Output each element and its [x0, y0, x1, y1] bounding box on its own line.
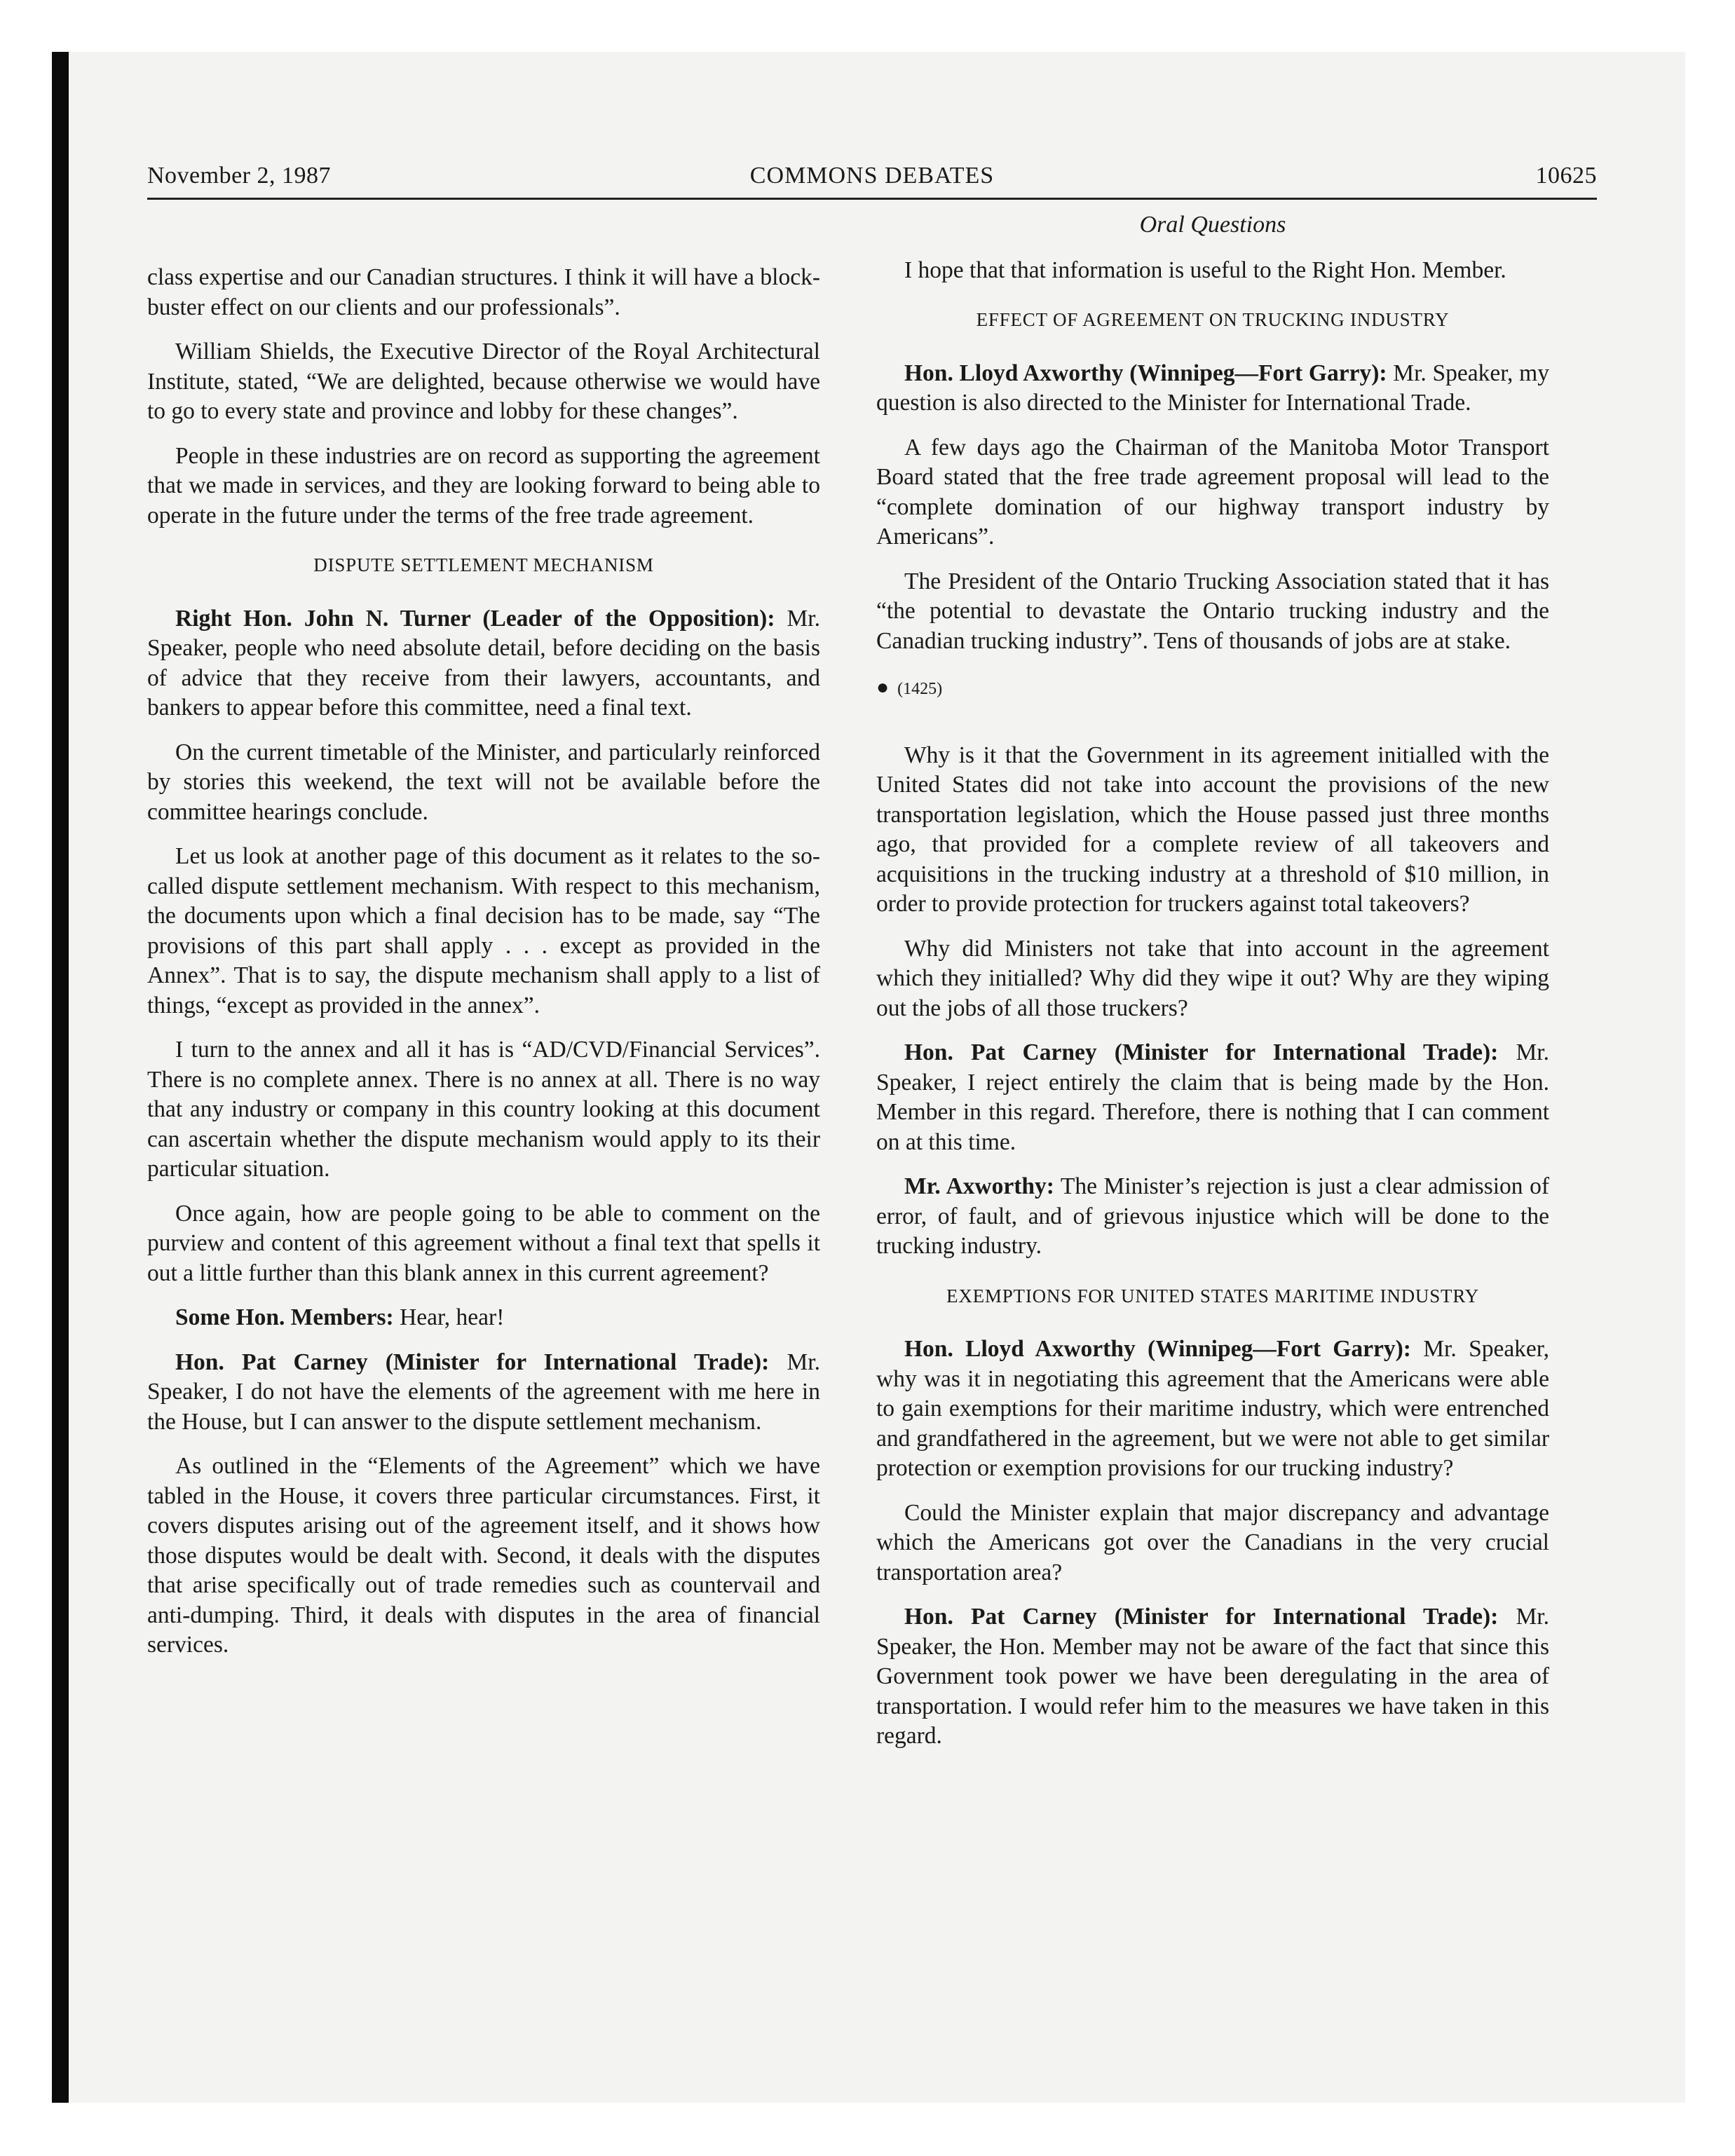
paragraph: Why did Ministers not take that into account in the agreement which they initialled? Why did they wipe it out? Why are they wiping out the jobs of all those truckers?: [876, 935, 1549, 1021]
speaker-name: Hon. Pat Carney (Minister for International Trade):: [904, 1604, 1499, 1630]
right-column: [876, 210, 1549, 1766]
header-title: COMMONS DEBATES: [749, 163, 995, 189]
speech-text: Mr. Speaker, I do not have the elements of the agreement with me here in the House, but I can answer to the dispute settlement mechanism.: [147, 1349, 820, 1435]
paragraph: class expertise and our Canadian structures. I think it will have a block-buster effect on our clients and our professionals”.: [147, 264, 820, 320]
paragraph: Once again, how are people going to be able to comment on the purview and content of this agreement without a final text that spells it out a little further than this blank annex in this current agreement?: [147, 1200, 820, 1286]
speaker-name: Some Hon. Members:: [175, 1304, 394, 1330]
paragraph: People in these industries are on record as supporting the agreement that we made in services, and they are looking forward to being able to operate in the future under the terms of the free trade agreement.: [147, 442, 820, 528]
speech-text: Mr. Speaker, my question is also directed to the Minister for International Trade.: [876, 360, 1549, 416]
speaker-name: Mr. Axworthy:: [904, 1173, 1054, 1199]
section-title: Oral Questions: [1139, 212, 1286, 238]
subject-heading: EFFECT OF AGREEMENT ON TRUCKING INDUSTRY: [976, 309, 1450, 330]
running-header: [147, 161, 1597, 200]
paragraph: As outlined in the “Elements of the Agreement” which we have tabled in the House, it covers three particular circumstances. First, it covers disputes arising out of the agreement itself, and it shows how those disputes would be dealt with. Second, it deals with the disputes that arise specifically out of trade remedies such as countervail and anti-dumping. Third, it deals with disputes in the area of financial services.: [147, 1453, 820, 1658]
left-column: [147, 263, 820, 1675]
speaker-name: Right Hon. John N. Turner (Leader of the Opposition):: [175, 605, 775, 632]
speech-paragraph: [876, 1335, 1549, 1484]
speech-text: Hear, hear!: [393, 1304, 505, 1330]
speech-text: Mr. Speaker, the Hon. Member may not be aware of the fact that since this Government took power we have been deregulating in the area of transportation. I would refer him to the measures we have taken in this regard.: [876, 1604, 1549, 1749]
speaker-name: Hon. Pat Carney (Minister for International Trade):: [175, 1349, 770, 1375]
speaker-name: Hon. Pat Carney (Minister for International Trade):: [904, 1039, 1499, 1065]
bullet-icon: ●: [876, 676, 890, 699]
speech-text: Mr. Speaker, people who need absolute detail, before deciding on the basis of advice that they receive from their lawyers, accountants, and bankers to appear before this committee, need a final text.: [147, 605, 820, 721]
paragraph: I hope that that information is useful to the Right Hon. Member.: [904, 257, 1506, 283]
paragraph: A few days ago the Chairman of the Manitoba Motor Transport Board stated that the free trade agreement proposal will lead to the “complete domination of our highway transport industry by Americans”.: [876, 434, 1549, 550]
speech-text: Mr. Speaker, why was it in negotiating this agreement that the Americans were able to gain exemptions for their maritime industry, which were entrenched and grandfathered in the agreement, but we were not able to get similar protection or exemption provisions for our trucking industry?: [876, 1336, 1549, 1481]
paragraph: Why is it that the Government in its agreement initialled with the United States did not take into account the provisions of the new transportation legislation, which the House passed just three months ago, that provided for a complete review of all takeovers and acquisitions in the trucking industry at a threshold of $10 million, in order to provide protection for truckers against total takeovers?: [876, 742, 1549, 917]
speech-paragraph: [876, 1172, 1549, 1262]
subject-heading: DISPUTE SETTLEMENT MECHANISM: [313, 554, 654, 575]
subject-heading: EXEMPTIONS FOR UNITED STATES MARITIME INDUSTRY: [946, 1285, 1479, 1306]
speech-paragraph: [876, 359, 1549, 418]
page-number: 10625: [1535, 163, 1597, 189]
speech-paragraph: [147, 604, 820, 723]
paragraph: Let us look at another page of this document as it relates to the so-called dispute settlement mechanism. With respect to this mechanism, the documents upon which a final decision has to be made, say “The provisions of this part shall apply . . . except as provided in the Annex”. That is to say, the dispute mechanism shall apply to a list of things, “except as provided in the annex”.: [147, 843, 820, 1018]
speech-paragraph: [147, 1303, 820, 1333]
binding-edge: [52, 52, 69, 2103]
speaker-name: Hon. Lloyd Axworthy (Winnipeg—Fort Garry):: [904, 1336, 1411, 1362]
speech-text: Mr. Speaker, I reject entirely the claim that is being made by the Hon. Member in this regard. Therefore, there is nothing that I can comment on at this time.: [876, 1039, 1549, 1155]
header-date: November 2, 1987: [147, 163, 332, 189]
paragraph: William Shields, the Executive Director of the Royal Architectural Institute, stated, “We are delighted, because otherwise we would have to go to every state and province and lobby for these changes”.: [147, 339, 820, 424]
speech-paragraph: [147, 1348, 820, 1438]
hansard-page: [147, 161, 1597, 1984]
speech-paragraph: [876, 1038, 1549, 1157]
timestamp-text: (1425): [897, 680, 943, 698]
speaker-name: Hon. Lloyd Axworthy (Winnipeg—Fort Garry):: [904, 360, 1387, 386]
speech-paragraph: [876, 1602, 1549, 1752]
paragraph: The President of the Ontario Trucking Association stated that it has “the potential to devastate the Ontario trucking industry and the Canadian trucking industry”. Tens of thousands of jobs are at stake.: [876, 568, 1549, 654]
timestamp: [876, 673, 1549, 704]
speech-text: The Minister’s rejection is just a clear admission of error, of fault, and of grievous injustice which will be done to the trucking industry.: [876, 1173, 1549, 1259]
paragraph: Could the Minister explain that major discrepancy and advantage which the Americans got over the Canadians in the very crucial transportation area?: [876, 1499, 1549, 1585]
paragraph: I turn to the annex and all it has is “AD/CVD/Financial Services”. There is no complete annex. There is no annex at all. There is no way that any industry or company in this country looking at this document can ascertain whether the dispute mechanism would apply to its their particular situation.: [147, 1037, 820, 1182]
paragraph: On the current timetable of the Minister, and particularly reinforced by stories this weekend, the text will not be available before the committee hearings conclude.: [147, 739, 820, 825]
